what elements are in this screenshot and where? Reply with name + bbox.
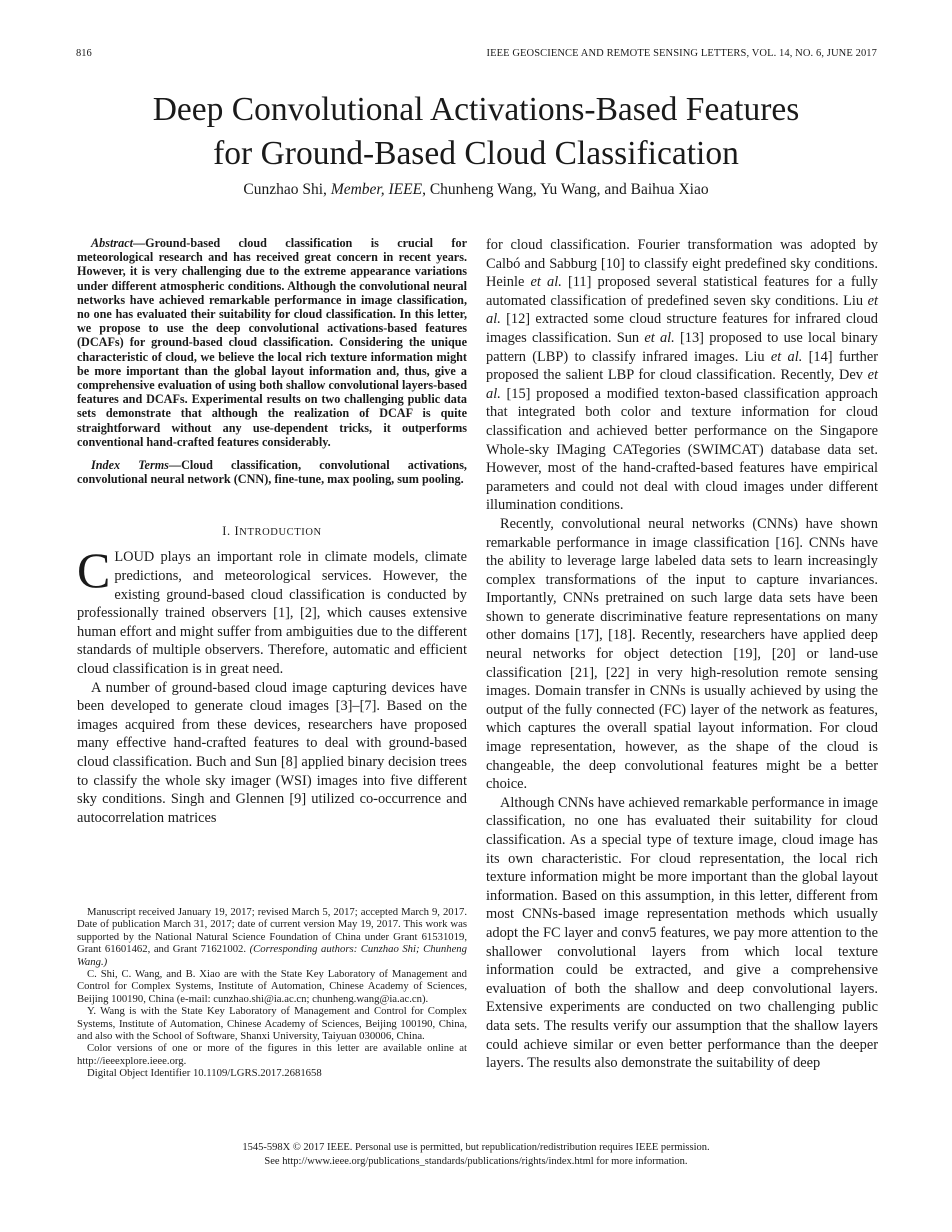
author-1-membership: Member, IEEE	[330, 181, 423, 198]
abstract	[77, 236, 467, 449]
right-p1-part-f: [15] proposed a modified texton-based classification approach that integrated both color and texture information for cloud classification and achieved better performance on the Singapore Whole-sky IMaging CATegories (SWIMCAT) database data set. However, most of the hand-crafted-based features have empirical parameters and could not deal with cloud images under different illumination conditions.	[486, 385, 878, 514]
et-al: et al.	[486, 367, 878, 402]
drop-cap: C	[77, 542, 111, 599]
index-terms	[77, 458, 467, 486]
abstract-separator: —	[132, 236, 146, 250]
footnotes	[77, 906, 467, 1080]
intro-paragraph-1-text: LOUD plays an important role in climate models, climate predictions, and meteorological services. However, the existing ground-based cloud classification is conducted by professionally trained observers [1], [2], which causes extensive human effort and might suffer from ambiguities due to the different standards of multiple observers. Therefore, automatic and efficient cloud classification is in great need.	[77, 549, 467, 678]
title-line-2: for Ground-Based Cloud Classification	[213, 135, 739, 172]
section-initial: I	[234, 524, 240, 539]
et-al: et al.	[644, 329, 675, 346]
footnote-affiliation-2: Y. Wang is with the State Key Laboratory of Management and Control for Complex Systems, Institute of Automation, Chinese Academy of Sciences, Beijing 100190, China, and also with the School of Software, Shanxi University, Taiyuan 030006, China.	[77, 1005, 467, 1043]
right-paragraph-2: Recently, convolutional neural networks (CNNs) have shown remarkable performance in image classification [16]. CNNs have the ability to leverage large labeled data sets to learn increasingly complex transformations of the input to capture invariances. Importantly, CNNs pretrained on such large data sets have been shown to generate discriminative feature representations on many other domains [17], [18]. Recently, researchers have applied deep neural networks for object detection [19], [20] or land-use classification [21], [22] in very high-resolution remote sensing images. Domain transfer in CNNs is usually achieved by using the output of the fully connected (FC) layer of the network as features, which captures the overall spatial layout information. For cloud image representation, however, as the shape of the cloud is changeable, the deep convolutional features might be a better choice.	[486, 515, 878, 793]
et-al: et al.	[530, 274, 562, 291]
footnote-doi: Digital Object Identifier 10.1109/LGRS.2017.2681658	[87, 1067, 322, 1080]
index-terms-text: Cloud classification, convolutional activations, convolutional neural network (CNN), fine-tune, max pooling, sum pooling.	[77, 458, 467, 487]
right-p1-part-c: [12] extracted some cloud structure features for infrared cloud images classification. Sun	[486, 311, 878, 346]
journal-header: IEEE GEOSCIENCE AND REMOTE SENSING LETTERS, VOL. 14, NO. 6, JUNE 2017	[486, 48, 877, 59]
et-al: et al.	[486, 292, 878, 328]
right-p1-part-b: [11] proposed several statistical features for a fully automated classification of predefined seven sky conditions. Liu	[486, 274, 879, 309]
right-paragraph-1	[486, 236, 878, 515]
index-terms-label: Index Terms	[91, 458, 169, 473]
author-list	[0, 181, 952, 199]
right-p1-part-e: [14] further proposed the salient LBP for cloud classification. Recently, Dev	[486, 348, 878, 384]
author-1: Cunzhao Shi,	[243, 181, 327, 198]
copyright-notice	[0, 1141, 952, 1168]
title-line-1: Deep Convolutional Activations-Based Features	[152, 91, 800, 128]
paper-title	[0, 88, 952, 176]
right-column	[486, 236, 878, 1073]
left-column	[77, 236, 467, 827]
footnote-manuscript	[77, 906, 467, 968]
right-paragraph-3: Although CNNs have achieved remarkable performance in image classification, no one has evaluated their suitability for cloud classification. As a special type of texture image, cloud image has its own characteristic. For cloud representation, the local rich texture information might be more important than the global layout information. Based on this assumption, in this letter, different from most CNNs-based image representation methods which usually adopt the FC layer and conv5 features, we pay more attention to the shallower convolutional layers from which local texture information could be extracted, and give a comprehensive evaluation of both the shallow and deep convolutional layers. Extensive experiments are conducted on two challenging public data sets. The results verify our assumption that the shallow layers could achieve similar or even better performance than the deeper layers. The results also demonstrate the suitability of deep	[486, 794, 878, 1072]
page-number: 816	[76, 48, 92, 59]
other-authors: , Chunheng Wang, Yu Wang, and Baihua Xiao	[422, 181, 709, 198]
right-p1-part-a: for cloud classification. Fourier transformation was adopted by Calbó and Sabburg [10] to classify eight predefined sky conditions. Heinle	[486, 237, 878, 291]
section-title-rest: NTRODUCTION	[239, 527, 322, 539]
intro-paragraph-1	[77, 542, 467, 678]
footnote-color-versions: Color versions of one or more of the figures in this letter are available online at http://ieeexplore.ieee.org.	[77, 1042, 467, 1067]
section-number: I.	[222, 524, 231, 539]
section-heading-introduction	[77, 524, 467, 539]
intro-paragraph-2: A number of ground-based cloud image capturing devices have been developed to generate cloud images [3]–[7]. Based on the images acquired from these devices, researchers have proposed many effective hand-crafted features to deal with ground-based cloud classification. Buch and Sun [8] applied binary decision trees to classify the whole sky imager (WSI) images into five different sky conditions. Singh and Glennen [9] utilized co-occurrence and autocorrelation matrices	[77, 679, 467, 826]
footnote-affiliation-1: C. Shi, C. Wang, and B. Xiao are with the State Key Laboratory of Management and Control for Complex Systems, Institute of Automation, Chinese Academy of Sciences, Beijing 100190, China (e-mail: cunzhao.shi@ia.ac.cn; chunheng.wang@ia.ac.cn).	[77, 968, 467, 1005]
right-p1-part-d: [13] proposed to use local binary pattern (LBP) to classify infrared images. Liu	[486, 329, 878, 365]
index-terms-separator: —	[168, 458, 182, 473]
copyright-line-2: See http://www.ieee.org/publications_standards/publications/rights/index.html for more information.	[264, 1155, 688, 1167]
footnote-manuscript-text: Manuscript received January 19, 2017; revised March 5, 2017; accepted March 9, 2017. Date of publication March 31, 2017; date of current version May 19, 2017. This work was supported by the National Natural Science Foundation of China under Grant 61531019, Grant 61601462, and Grant 71621002.	[77, 906, 467, 956]
corresponding-authors: (Corresponding authors: Cunzhao Shi; Chunheng Wang.)	[77, 943, 467, 968]
abstract-text: Ground-based cloud classification is crucial for meteorological research and has received great concern in recent years. However, it is very challenging due to the extreme appearance variations under different atmospheric conditions. Although the convolutional neural networks have achieved remarkable performance in image classification, no one has evaluated their suitability for cloud classification. In this letter, we propose to use the deep convolutional activations-based features (DCAFs) for ground-based cloud classification. Considering the unique characteristic of cloud, we believe the local rich texture information might be more important than the global layout information and, thus, give a comprehensive evaluation of using both shallow convolutional layers-based features and DCAFs. Experimental results on two challenging public data sets demonstrate that although the realization of DCAF is quite straightforward without any use-dependent tricks, it outperforms conventional hand-crafted features considerably.	[77, 236, 467, 449]
abstract-label: Abstract	[91, 236, 133, 250]
copyright-line-1: 1545-598X © 2017 IEEE. Personal use is permitted, but republication/redistribution requires IEEE permission.	[242, 1142, 710, 1153]
et-al: et al.	[770, 348, 803, 365]
